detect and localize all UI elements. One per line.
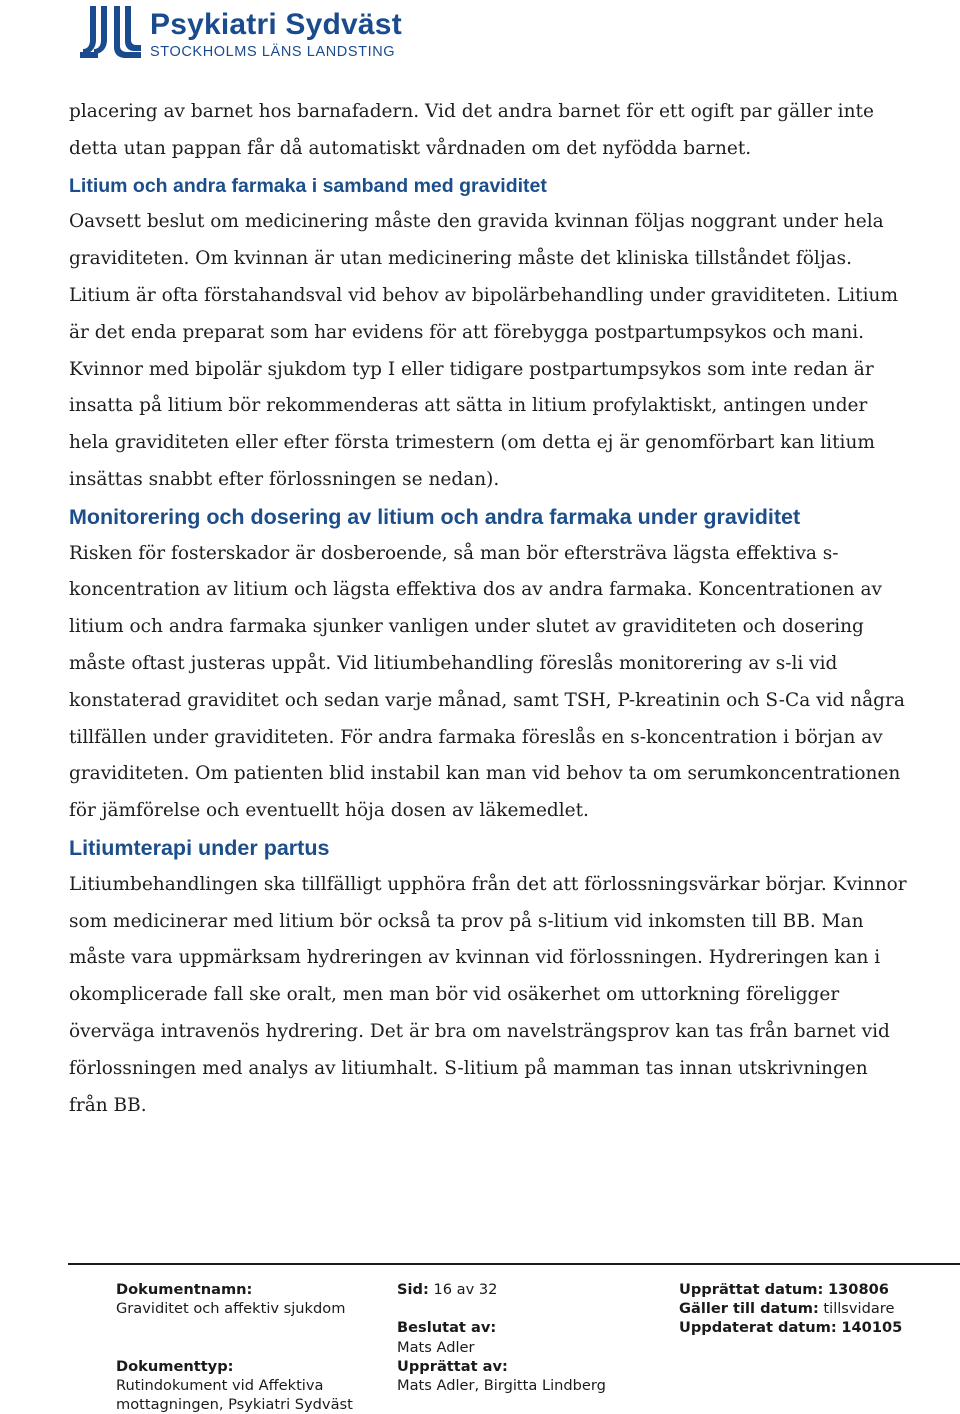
doc-name-label: Dokumentnamn: xyxy=(116,1281,253,1298)
doc-type-value-line2: mottagningen, Psykiatri Sydväst xyxy=(116,1396,353,1414)
decided-by-value: Mats Adler xyxy=(397,1338,475,1356)
doc-name-value: Graviditet och affektiv sjukdom xyxy=(116,1300,346,1318)
footer-column-dates xyxy=(679,1280,960,1338)
logo-subtitle: STOCKHOLMS LÄNS LANDSTING xyxy=(150,44,396,60)
page-value: 16 av 32 xyxy=(433,1281,498,1298)
footer-column-document xyxy=(116,1280,386,1414)
valid-until-label: Gäller till datum: xyxy=(679,1300,819,1318)
footer-column-approval xyxy=(397,1280,667,1395)
updated-date-label: Uppdaterat datum: xyxy=(679,1319,837,1337)
section-paragraph-partus: Litiumbehandlingen ska tillfälligt upphöra från det att förlossningsvärkar börjar. Kvinnor som medicinerar med litium bör också ta prov på s-litium vid inkomsten till BB. Man måste vara uppmärksam hydreringen av kvinnan vid förlossningen. Hydreringen kan i okomplicerade fall ske oralt, men man bör vid osäkerhet om uttorkning föreligger överväga intravenös hydrering. Det är bra om navelsträngsprov kan tas från barnet vid förlossningen med analys av litiumhalt. S-litium på mamman tas innan utskrivningen från BB. xyxy=(69,873,907,1116)
section-heading-partus: Litiumterapi under partus xyxy=(69,835,330,860)
section-paragraph-litium-graviditet: Oavsett beslut om medicinering måste den gravida kvinnan följas noggrant under hela graviditeten. Om kvinnan är utan medicinering måste det kliniska tillståndet följas. Litium är ofta förstahandsval vid behov av bipolärbehandling under graviditeten. Litium är det enda preparat som har evidens för att förebygga postpartumpsykos och mani. Kvinnor med bipolär sjukdom typ I eller tidigare postpartumpsykos som inte redan är insatta på litium bör rekommenderas att sätta in litium profylaktiskt, antingen under hela graviditeten eller efter första trimestern (om detta ej är genomförbart kan litium insättas snabbt efter förlossningen se nedan). xyxy=(69,211,898,490)
created-date-label: Upprättat datum: xyxy=(679,1281,824,1298)
updated-date-value: 140105 xyxy=(841,1319,903,1337)
document-body xyxy=(69,94,909,1124)
section-paragraph-monitorering: Risken för fosterskador är dosberoende, så man bör eftersträva lägsta effektiva s-koncentration av litium och lägsta effektiva dos av andra farmaka. Koncentrationen av litium och andra farmaka sjunker vanligen under slutet av graviditeten och dosering måste oftast justeras uppåt. Vid litiumbehandling föreslås monitorering av s-li vid konstaterad graviditet och sedan varje månad, samt TSH, P-kreatinin och S-Ca vid några tillfällen under graviditeten. För andra farmaka föreslås en s-koncentration i början av graviditeten. Om patienten blid instabil kan man vid behov ta om serumkoncentrationen för jämförelse och eventuellt höja dosen av läkemedlet. xyxy=(69,542,905,822)
logo-mark-icon xyxy=(80,6,142,58)
logo-name: Psykiatri Sydväst xyxy=(150,8,402,41)
organization-logo xyxy=(80,4,410,60)
page-label: Sid: xyxy=(397,1281,429,1298)
section-heading-litium-graviditet: Litium och andra farmaka i samband med graviditet xyxy=(69,174,547,197)
footer-divider xyxy=(68,1263,960,1265)
intro-paragraph: placering av barnet hos barnafadern. Vid det andra barnet för ett ogift par gäller inte detta utan pappan får då automatiskt vårdnaden om det nyfödda barnet. xyxy=(69,101,874,159)
created-by-value: Mats Adler, Birgitta Lindberg xyxy=(397,1377,606,1394)
section-heading-monitorering: Monitorering och dosering av litium och andra farmaka under graviditet xyxy=(69,504,801,529)
created-date-value: 130806 xyxy=(828,1281,889,1298)
doc-type-value-line1: Rutindokument vid Affektiva xyxy=(116,1376,324,1394)
decided-by-label: Beslutat av: xyxy=(397,1319,497,1337)
valid-until-value: tillsvidare xyxy=(823,1300,895,1318)
created-by-label: Upprättat av: xyxy=(397,1357,508,1375)
doc-type-label: Dokumenttyp: xyxy=(116,1357,234,1375)
